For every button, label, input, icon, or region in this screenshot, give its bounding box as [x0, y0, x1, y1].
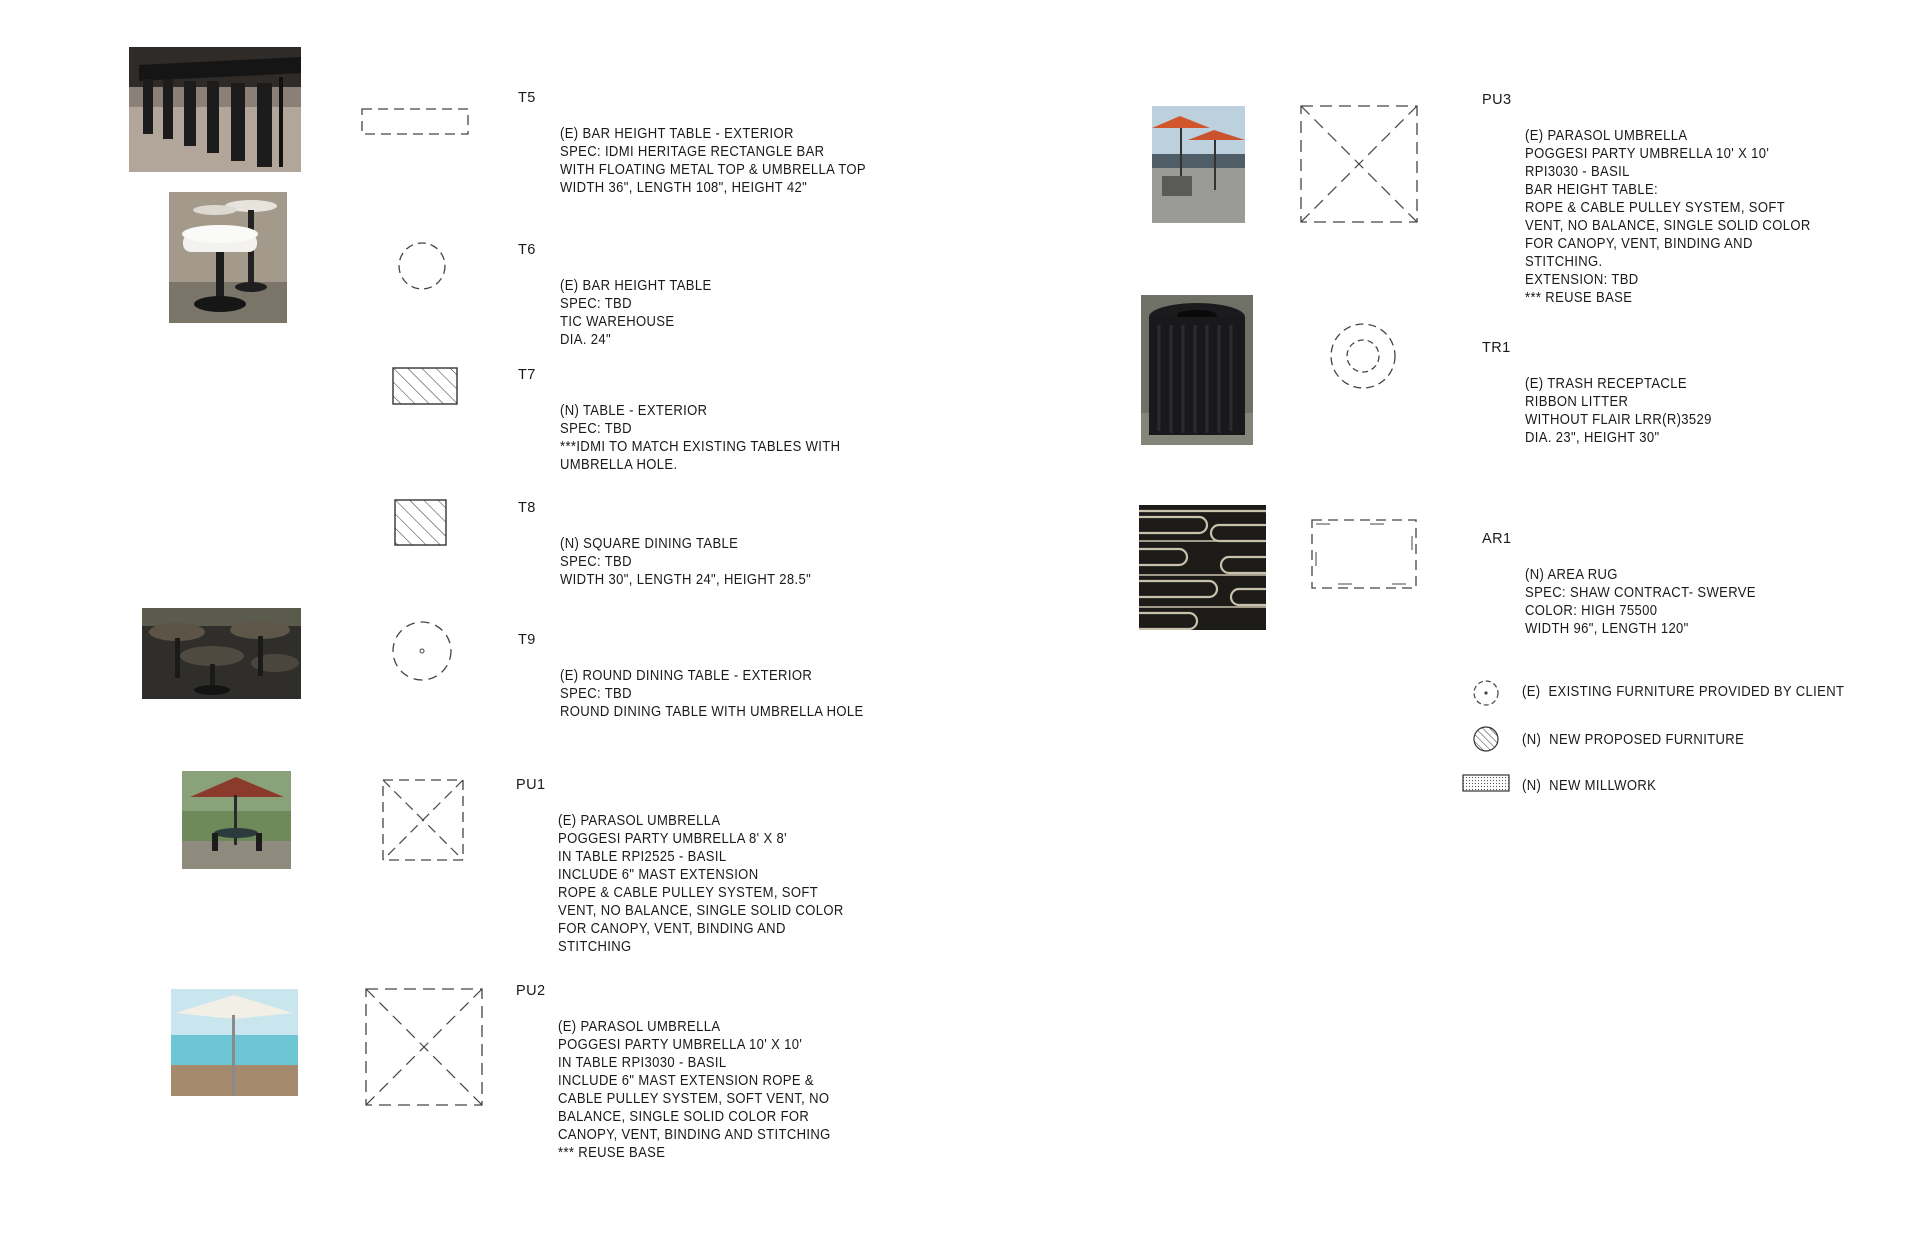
item-description: (E) BAR HEIGHT TABLE SPEC: TBD TIC WAREHOUSE DIA. 24"	[560, 278, 712, 348]
item-description: (N) SQUARE DINING TABLE SPEC: TBD WIDTH 30", LENGTH 24", HEIGHT 28.5"	[560, 536, 812, 588]
item-description: (E) BAR HEIGHT TABLE - EXTERIOR SPEC: IDMI HERITAGE RECTANGLE BAR WITH FLOATING METAL TOP & UMBRELLA TOP WIDTH 36", LENGTH 108", HEIGHT 42"	[560, 126, 866, 196]
t8-plan-symbol	[393, 498, 449, 548]
t7-plan-symbol	[391, 366, 461, 408]
tr1-plan-symbol	[1328, 321, 1398, 391]
item-description: (N) AREA RUG SPEC: SHAW CONTRACT- SWERVE COLOR: HIGH 75500 WIDTH 96", LENGTH 120"	[1525, 567, 1756, 637]
pu2-plan-symbol	[363, 986, 485, 1108]
umbrella-terrace-photo	[1152, 106, 1245, 223]
t6-plan-symbol	[396, 240, 448, 292]
ar1-plan-symbol	[1309, 517, 1419, 593]
t5-plan-symbol	[360, 107, 472, 137]
legend-millwork-label: (N) NEW MILLWORK	[1522, 778, 1657, 794]
item-code: PU2	[516, 983, 546, 999]
item-code: PU1	[516, 777, 546, 793]
t9-plan-symbol	[390, 619, 454, 683]
item-description: (E) TRASH RECEPTACLE RIBBON LITTER WITHOUT FLAIR LRR(R)3529 DIA. 23", HEIGHT 30"	[1525, 376, 1712, 446]
item-description: (E) PARASOL UMBRELLA POGGESI PARTY UMBRELLA 10' X 10' RPI3030 - BASIL BAR HEIGHT TABLE: ROPE & CABLE PULLEY SYSTEM, SOFT VENT, NO BALANCE, SINGLE SOLID COLOR FOR CANOPY, VENT, BINDING AND STITCHING. EXTENSION: TBD *** REUSE BASE	[1525, 128, 1811, 306]
item-code: T9	[518, 632, 536, 648]
round-dining-tables-photo	[142, 608, 301, 699]
pu1-plan-symbol	[380, 777, 466, 863]
millwork-symbol-icon	[1462, 773, 1512, 795]
item-code: PU3	[1482, 92, 1512, 108]
item-description: (E) PARASOL UMBRELLA POGGESI PARTY UMBRELLA 10' X 10' IN TABLE RPI3030 - BASIL INCLUDE 6" MAST EXTENSION ROPE & CABLE PULLEY SYSTEM, SOFT VENT, NO BALANCE, SINGLE SOLID COLOR FOR CANOPY, VENT, BINDING AND STITCHING *** REUSE BASE	[558, 1019, 831, 1161]
item-description: (E) ROUND DINING TABLE - EXTERIOR SPEC: TBD ROUND DINING TABLE WITH UMBRELLA HOLE	[560, 668, 864, 720]
item-description: (E) PARASOL UMBRELLA POGGESI PARTY UMBRELLA 8' X 8' IN TABLE RPI2525 - BASIL INCLUDE 6" MAST EXTENSION ROPE & CABLE PULLEY SYSTEM, SOFT VENT, NO BALANCE, SINGLE SOLID COLOR FOR CANOPY, VENT, BINDING AND STITCHING	[558, 813, 844, 955]
item-code: T6	[518, 242, 536, 258]
trash-receptacle-photo	[1141, 295, 1253, 445]
existing-symbol-icon	[1471, 678, 1501, 708]
item-code: T7	[518, 367, 536, 383]
umbrella-8x8-photo	[182, 771, 291, 869]
item-code: T5	[518, 90, 536, 106]
item-code: TR1	[1482, 340, 1511, 356]
round-bar-table-photo	[169, 192, 287, 323]
area-rug-swatch-photo	[1139, 505, 1266, 630]
bar-table-photo	[129, 47, 301, 172]
item-code: AR1	[1482, 531, 1512, 547]
pu3-plan-symbol	[1298, 103, 1420, 225]
legend-new-label: (N) NEW PROPOSED FURNITURE	[1522, 732, 1745, 748]
item-code: T8	[518, 500, 536, 516]
item-description: (N) TABLE - EXTERIOR SPEC: TBD ***IDMI TO MATCH EXISTING TABLES WITH UMBRELLA HOLE.	[560, 403, 841, 473]
new-hatch-symbol-icon	[1471, 724, 1501, 754]
umbrella-10x10-photo	[171, 989, 298, 1096]
legend-existing-label: (E) EXISTING FURNITURE PROVIDED BY CLIENT	[1522, 684, 1845, 700]
